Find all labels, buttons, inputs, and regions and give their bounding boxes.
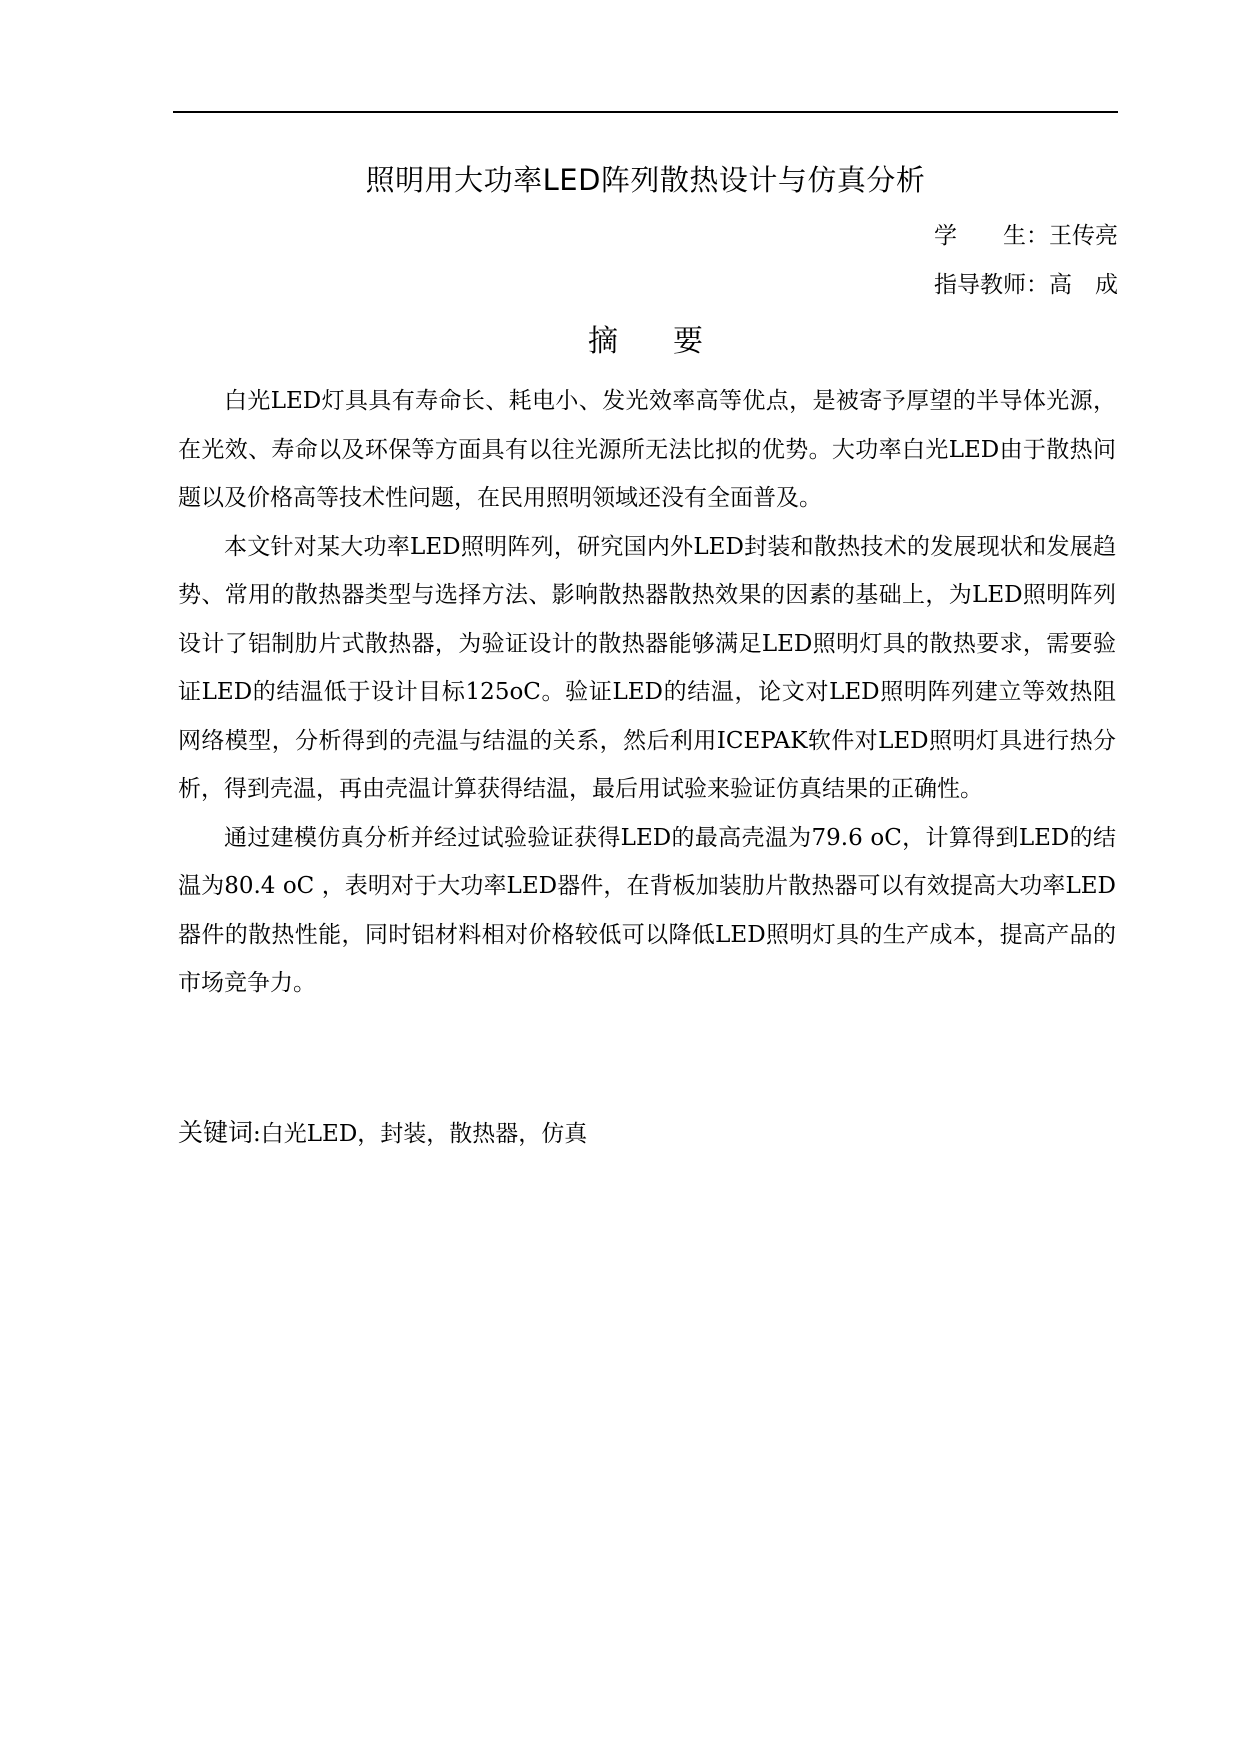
keywords-label: 关键词 — [178, 1118, 254, 1147]
abstract-paragraph: 白光LED灯具具有寿命长、耗电小、发光效率高等优点，是被寄予厚望的半导体光源，在光效、寿命以及环保等方面具有以往光源所无法比拟的优势。大功率白光LED由于散热问题以及价格高等技术性问题，在民用照明领域还没有全面普及。 — [178, 388, 1116, 511]
abstract-paragraph: 通过建模仿真分析并经过试验验证获得LED的最高壳温为79.6 oC，计算得到LED的结温为80.4 oC ，表明对于大功率LED器件，在背板加装肋片散热器可以有效提高大功率LED器件的散热性能，同时铝材料相对价格较低可以降低LED照明灯具的生产成本，提高产品的市场竞争力。 — [178, 824, 1116, 996]
advisor-line: 指导教师：高 成 — [934, 272, 1118, 298]
document-title: 照明用大功率LED阵列散热设计与仿真分析 — [365, 163, 926, 197]
abstract-paragraph: 本文针对某大功率LED照明阵列，研究国内外LED封装和散热技术的发展现状和发展趋势、常用的散热器类型与选择方法、影响散热器散热效果的因素的基础上，为LED照明阵列设计了铝制肋片式散热器，为验证设计的散热器能够满足LED照明灯具的散热要求，需要验证LED的结温低于设计目标125oC。验证LED的结温，论文对LED照明阵列建立等效热阻网络模型，分析得到的壳温与结温的关系，然后利用ICEPAK软件对LED照明灯具进行热分析，得到壳温，再由壳温计算获得结温，最后用试验来验证仿真结果的正确性。 — [178, 533, 1116, 802]
abstract-body — [178, 377, 1116, 1008]
keywords-text: :白光LED，封装，散热器，仿真 — [253, 1121, 588, 1147]
header-rule — [173, 111, 1118, 113]
student-line: 学 生：王传亮 — [934, 223, 1118, 249]
keywords-line — [178, 1113, 1116, 1154]
abstract-heading: 摘要 — [588, 324, 758, 359]
